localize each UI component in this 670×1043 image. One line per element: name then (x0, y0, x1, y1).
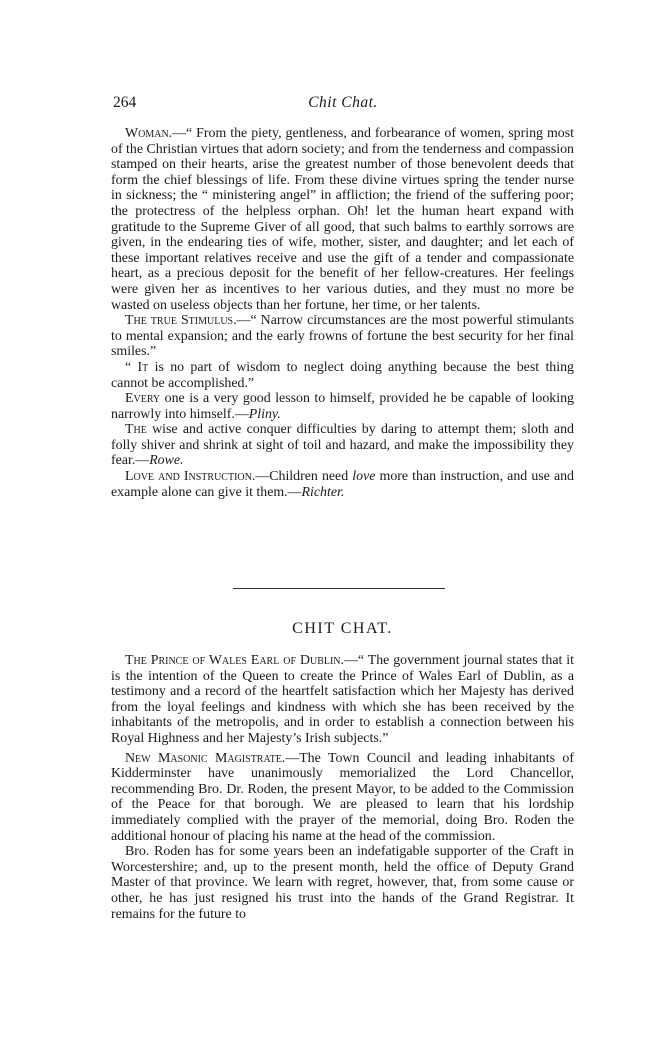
paragraph-text: wise and active conquer difficulties by daring to attempt them; sloth and folly shiver and shrink at sight of toil and hazard, and make the impossibility they fear.— (111, 422, 574, 469)
attribution: Richter. (301, 484, 345, 500)
attribution: Rowe. (149, 453, 184, 469)
page-number: 264 (113, 94, 137, 111)
section-divider (233, 588, 445, 589)
paragraph-love-instruction (111, 469, 574, 500)
paragraph-text: —“ Narrow circumstances are the most powerful stimulants to mental expansion; and the early frowns of fortune the best security for her final smiles.” (111, 313, 574, 360)
page-header (113, 94, 573, 116)
miscellany-column (111, 126, 574, 500)
paragraph-masonic-magistrate (111, 751, 574, 845)
paragraph-lead: Every (125, 391, 161, 407)
paragraph-prince-of-wales (111, 653, 574, 747)
paragraph-lead: “ It (125, 359, 149, 375)
paragraph-woman (111, 126, 574, 313)
paragraph-lead: The (125, 422, 147, 438)
paragraph-rowe (111, 422, 574, 469)
paragraph-text: —The Town Council and leading inhabitants of Kidderminster have unanimously memorialized the Lord Chancellor, recommending Bro. Dr. Roden, the present Mayor, to be added to the Commission of the Peace for that borough. We are pleased to learn that his lordship immediately complied with the prayer of the memorial, doing Bro. Roden the additional honour of placing his name at the head of the commission. (111, 750, 574, 844)
paragraph-text: one is a very good lesson to himself, provided he be capable of looking narrowly into himself.— (111, 391, 574, 422)
paragraph-text: —“ The government journal states that it is the intention of the Queen to create the Prince of Wales Earl of Dublin, as a testimony and a record of the heartfelt satisfaction which her Majesty has derived from the loyal feelings and kindness with which she has been received by the inhabitants of the metropolis, and in order to establish a connection between his Royal Highness and her Majesty’s Irish subjects.” (111, 653, 574, 746)
paragraph-wisdom (111, 360, 574, 391)
paragraph-text: —“ From the piety, gentleness, and forbearance of women, spring most of the Christian virtues that adorn society; and from the tenderness and compassion stamped on their hearts, arise the greatest number of those benevolent deeds that form the chief blessings of life. From these divine virtues spring the tender nurse in sickness; the “ ministering angel” in affliction; the friend of the suffering poor; the protectress of the helpless orphan. Oh! let the human heart expand with gratitude to the Supreme Giver of all good, that such balms to earthly sorrows are given, in the endearing ties of wife, mother, sister, and daughter; and let each of these important relatives receive and use the gift of a tender and compassionate heart, as a precious deposit for the benefit of her fellow-creatures. Her feelings were given her as incentives to her various duties, and they must no more be wasted on useless objects than her fortune, her time, or her talents. (111, 126, 574, 313)
paragraph-lead: Love and Instruction. (125, 469, 256, 485)
paragraph-bro-roden (111, 844, 574, 922)
section-title: CHIT CHAT. (292, 620, 393, 637)
paragraph-lead: The Prince of Wales Earl of Dublin. (125, 653, 344, 668)
paragraph-lead: The true Stimulus. (125, 313, 237, 329)
paragraph-text: is no part of wisdom to neglect doing anything because the best thing cannot be accomplished.” (111, 359, 574, 391)
paragraph-true-stimulus (111, 313, 574, 360)
paragraph-text: more than instruction, and use and example alone can give it them.— (111, 469, 574, 500)
paragraph-text-start: —Children need (255, 469, 353, 485)
paragraph-pliny (111, 391, 574, 422)
running-title: Chit Chat. (308, 94, 378, 111)
paragraph-lead: New Masonic Magistrate. (125, 750, 286, 766)
paragraph-lead: Woman. (125, 126, 173, 141)
paragraph-text: Bro. Roden has for some years been an indefatigable supporter of the Craft in Worcestershire; and, up to the present month, held the office of Deputy Grand Master of that province. We learn with regret, however, that, from some cause or other, he has just resigned his trust into the hands of the Grand Registrar. It remains for the future to (111, 844, 574, 922)
chit-chat-column (111, 653, 574, 922)
emphasis: love (352, 469, 376, 485)
attribution: Pliny. (248, 406, 281, 422)
